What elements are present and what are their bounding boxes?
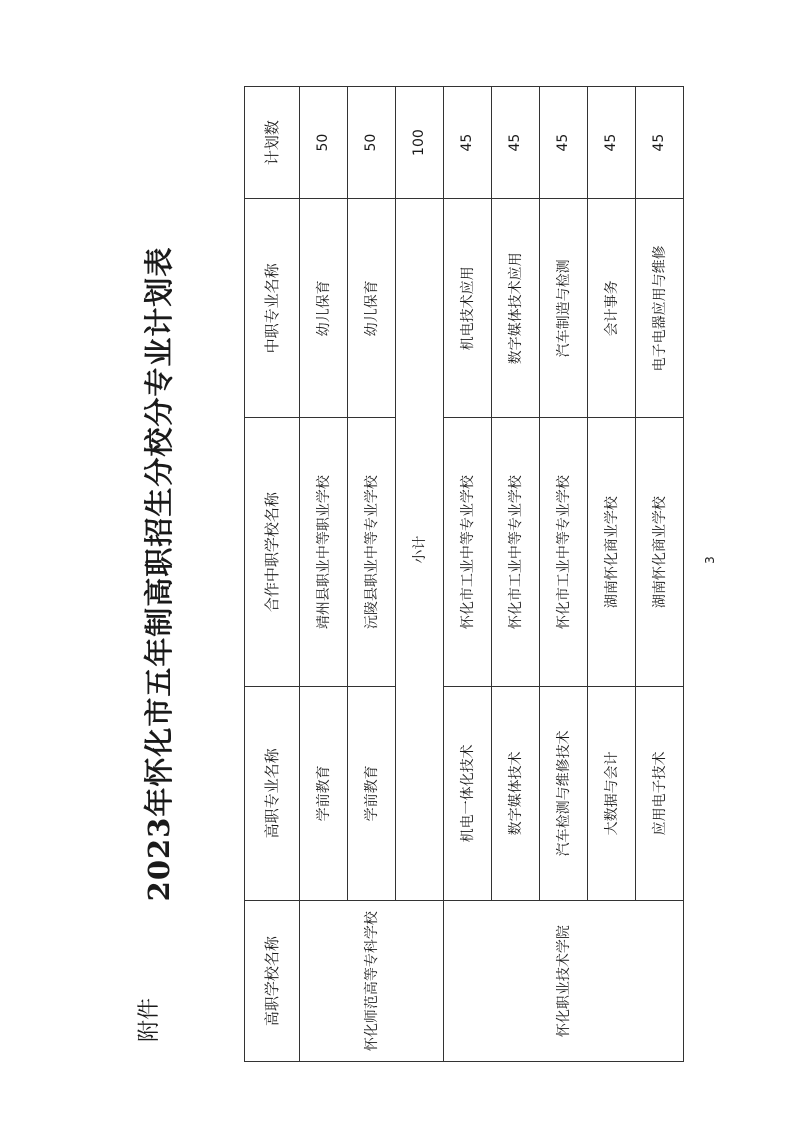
document-title: 2023年怀化市五年制高职招生分校分专业计划表	[141, 246, 176, 902]
page-number: 3	[703, 556, 717, 564]
major-cell: 机电一体化技术	[443, 686, 491, 901]
plan-cell: 50	[347, 87, 395, 199]
header-cell: 合作中职学校名称	[244, 418, 299, 686]
plan-cell: 45	[443, 87, 491, 199]
sec-major-cell: 幼儿保育	[299, 199, 347, 418]
plan-cell: 45	[491, 87, 539, 199]
rotated-document	[129, 74, 689, 1074]
plan-cell: 45	[587, 87, 635, 199]
school-cell: 怀化师范高等专科学校	[299, 901, 443, 1062]
major-cell: 学前教育	[299, 686, 347, 901]
plan-table	[244, 86, 684, 1062]
major-cell: 大数据与会计	[587, 686, 635, 901]
table-row	[299, 87, 347, 1062]
major-cell: 汽车检测与维修技术	[539, 686, 587, 901]
table-header-row	[244, 87, 299, 1062]
partner-cell: 沅陵县职业中等专业学校	[347, 418, 395, 686]
partner-cell: 怀化市工业中等专业学校	[443, 418, 491, 686]
header-cell: 高职学校名称	[244, 901, 299, 1062]
subtotal-label: 小计	[395, 199, 443, 901]
partner-cell: 怀化市工业中等专业学校	[491, 418, 539, 686]
partner-cell: 怀化市工业中等专业学校	[539, 418, 587, 686]
sec-major-cell: 电子电器应用与维修	[635, 199, 683, 418]
school-cell: 怀化职业技术学院	[443, 901, 683, 1062]
sec-major-cell: 机电技术应用	[443, 199, 491, 418]
attachment-label: 附件	[137, 998, 162, 1043]
partner-cell: 靖州县职业中等职业学校	[299, 418, 347, 686]
header-cell: 中职专业名称	[244, 199, 299, 418]
plan-cell: 50	[299, 87, 347, 199]
header-cell: 计划数	[244, 87, 299, 199]
sec-major-cell: 数字媒体技术应用	[491, 199, 539, 418]
partner-cell: 湖南怀化商业学校	[635, 418, 683, 686]
sec-major-cell: 会计事务	[587, 199, 635, 418]
major-cell: 数字媒体技术	[491, 686, 539, 901]
major-cell: 应用电子技术	[635, 686, 683, 901]
major-cell: 学前教育	[347, 686, 395, 901]
partner-cell: 湖南怀化商业学校	[587, 418, 635, 686]
subtotal-value: 100	[395, 87, 443, 199]
table-row	[443, 87, 491, 1062]
sec-major-cell: 汽车制造与检测	[539, 199, 587, 418]
header-cell: 高职专业名称	[244, 686, 299, 901]
sec-major-cell: 幼儿保育	[347, 199, 395, 418]
plan-cell: 45	[539, 87, 587, 199]
plan-cell: 45	[635, 87, 683, 199]
